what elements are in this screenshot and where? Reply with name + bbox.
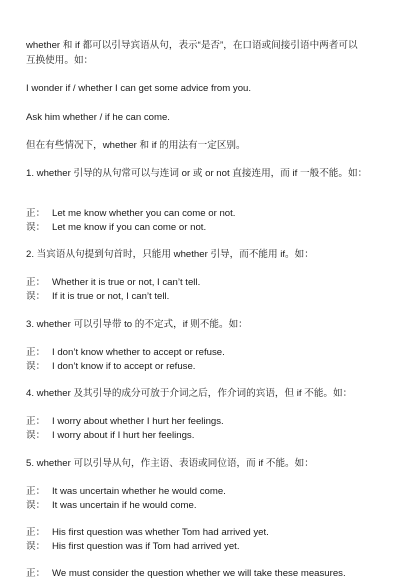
intro-example-2: Ask him whether / if he can come. [26, 112, 170, 123]
wrong-marker: 误： [26, 222, 46, 233]
intro-line-1: whether 和 if 都可以引导宾语从句，表示“是否”，在口语或间接引语中两者可以 [26, 40, 358, 51]
difference-note: 但在有些情况下，whether 和 if 的用法有一定区别。 [26, 140, 246, 151]
correct-marker: 正： [26, 486, 46, 497]
rule-5-heading: 5. whether 可以引导从句，作主语、表语或同位语，而 if 不能。如： [26, 458, 314, 469]
wrong-marker: 误： [26, 361, 46, 372]
rule-5-correct-example-1 [26, 485, 226, 498]
rule-3-correct-example [26, 346, 225, 359]
example-text: I don’t know whether to accept or refuse. [52, 347, 225, 358]
example-text: We must consider the question whether we will take these measures. [52, 568, 346, 579]
intro-line-2: 互换使用。如： [26, 55, 94, 66]
example-text: His first question was if Tom had arrived yet. [52, 541, 240, 552]
correct-marker: 正： [26, 568, 46, 579]
wrong-marker: 误： [26, 541, 46, 552]
example-text: It was uncertain whether he would come. [52, 486, 226, 497]
correct-marker: 正： [26, 416, 46, 427]
correct-marker: 正： [26, 208, 46, 219]
example-text: His first question was whether Tom had arrived yet. [52, 527, 269, 538]
rule-2-wrong-example [26, 290, 169, 303]
example-text: Let me know if you can come or not. [52, 222, 207, 233]
wrong-marker: 误： [26, 291, 46, 302]
rule-2-correct-example [26, 276, 200, 289]
intro-example-1: I wonder if / whether I can get some advice from you. [26, 83, 252, 94]
wrong-marker: 误： [26, 500, 46, 511]
example-text: I worry about if I hurt her feelings. [52, 430, 195, 441]
rule-4-heading: 4. whether 及其引导的成分可放于介词之后，作介词的宾语，但 if 不能。如： [26, 388, 353, 399]
rule-1-correct-example [26, 207, 235, 220]
example-text: Let me know whether you can come or not. [52, 208, 236, 219]
rule-5-correct-example-3 [26, 567, 346, 580]
rule-5-correct-example-2 [26, 526, 269, 539]
rule-4-correct-example [26, 415, 224, 428]
example-text: It was uncertain if he would come. [52, 500, 197, 511]
wrong-marker: 误： [26, 430, 46, 441]
correct-marker: 正： [26, 277, 46, 288]
rule-3-heading: 3. whether 可以引导带 to 的不定式，if 则不能。如： [26, 319, 248, 330]
correct-marker: 正： [26, 347, 46, 358]
example-text: I don’t know if to accept or refuse. [52, 361, 196, 372]
rule-5-wrong-example-1 [26, 499, 197, 512]
rule-1-wrong-example [26, 221, 206, 234]
rule-1-heading: 1. whether 引导的从句常可以与连词 or 或 or not 直接连用，而 if 一般不能。如： [26, 168, 368, 179]
rule-5-wrong-example-2 [26, 540, 240, 553]
rule-2-heading: 2. 当宾语从句提到句首时，只能用 whether 引导，而不能用 if。如： [26, 249, 314, 260]
example-text: I worry about whether I hurt her feelings. [52, 416, 224, 427]
rule-4-wrong-example [26, 429, 194, 442]
example-text: If it is true or not, I can’t tell. [52, 291, 170, 302]
correct-marker: 正： [26, 527, 46, 538]
example-text: Whether it is true or not, I can’t tell. [52, 277, 201, 288]
rule-3-wrong-example [26, 360, 195, 373]
